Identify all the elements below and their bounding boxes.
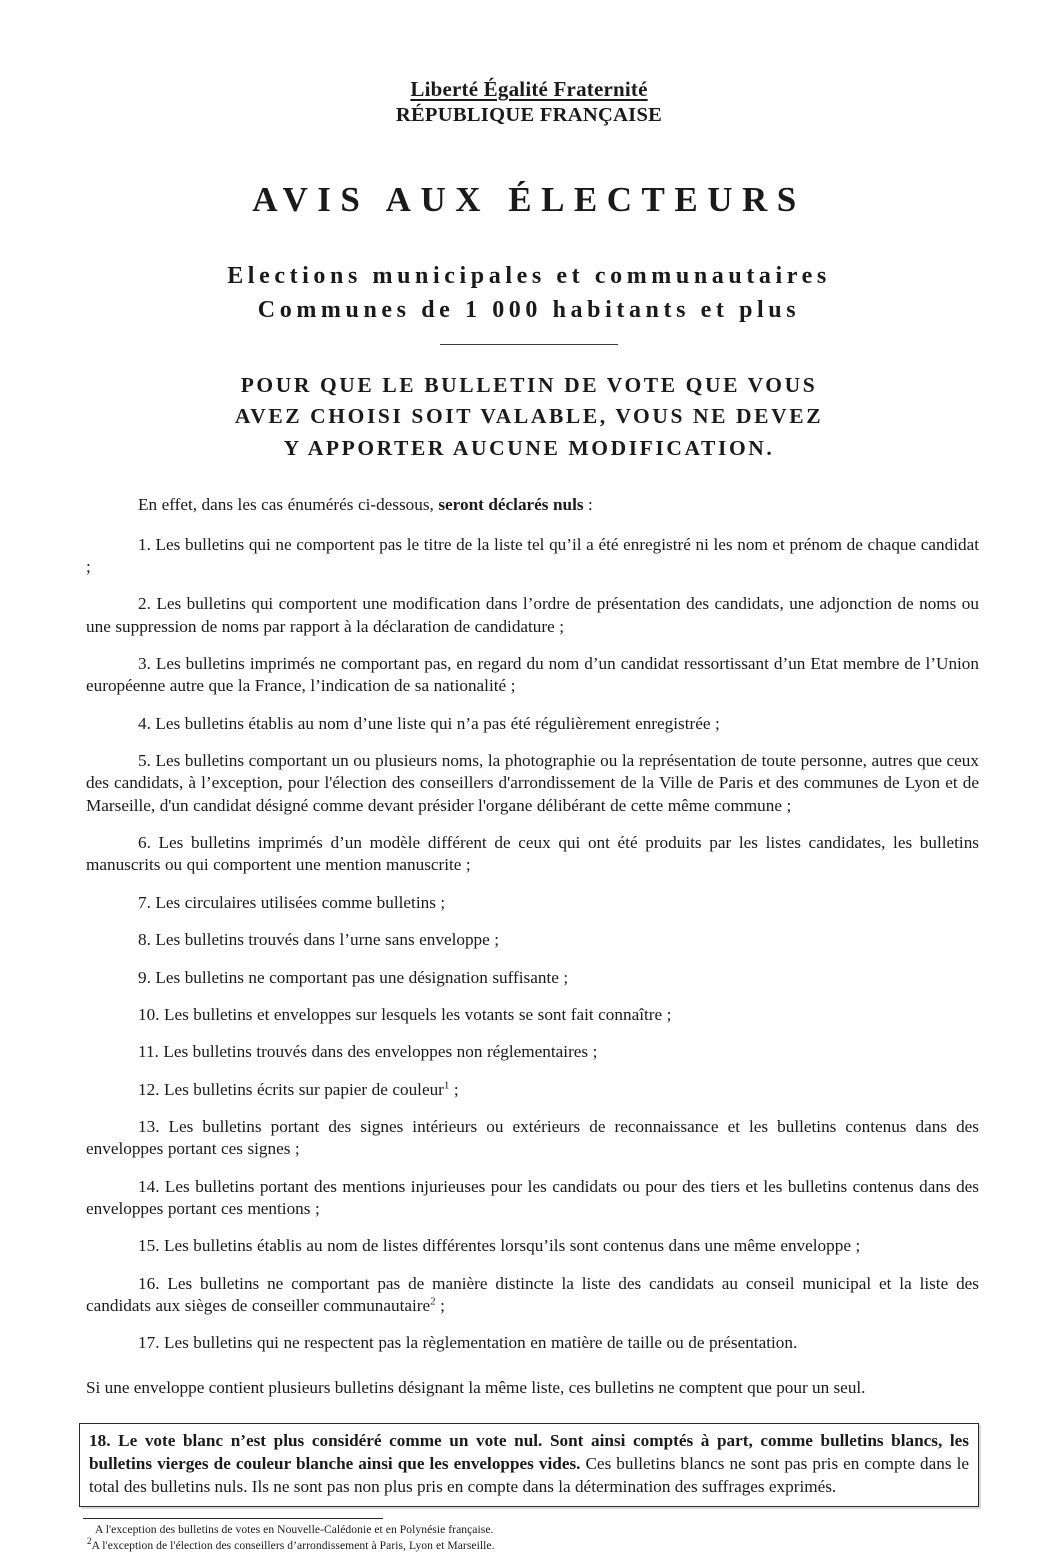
footnote-text: A l'exception des bulletins de votes en Nouvelle-Calédonie et en Polynésie française.: [95, 1522, 494, 1536]
nullity-item: 4. Les bulletins établis au nom d’une liste qui n’a pas été régulièrement enregistrée ;: [138, 713, 720, 733]
footnote-text: A l'exception de l'élection des conseillers d’arrondissement à Paris, Lyon et Marseille.: [91, 1538, 495, 1552]
footnote-ref-1: 1: [443, 1078, 450, 1091]
nullity-item: 15. Les bulletins établis au nom de listes différentes lorsqu’ils sont contenus dans une même enveloppe ;: [138, 1236, 861, 1256]
notice-line-3: Y APPORTER AUCUNE MODIFICATION.: [283, 435, 775, 460]
nullity-item: 3. Les bulletins imprimés ne comportant pas, en regard du nom d’un candidat ressortissant d’un Etat membre de l’Union européenne autre que la France, l’indication de sa nationalité ;: [86, 653, 979, 696]
nullity-item: 8. Les bulletins trouvés dans l’urne sans enveloppe ;: [138, 930, 500, 950]
document-header: [0, 0, 1058, 127]
nullity-item: 5. Les bulletins comportant un ou plusieurs noms, la photographie ou la représentation de toute personne, autres que ceux des candidats, à l’exception, pour l'élection des conseillers d'arrondissement de la Ville de Paris et des communes de Lyon et de Marseille, d'un candidat désigné comme devant présider l'organe délibérant de cette même commune ;: [86, 751, 979, 815]
national-motto: Liberté Égalité Fraternité: [410, 77, 648, 101]
document-body: [79, 494, 979, 1399]
nullity-item: [86, 1079, 979, 1101]
item-12-suffix: ;: [449, 1079, 459, 1099]
lead-text-before: En effet, dans les cas énumérés ci-dessous,: [138, 495, 439, 515]
nullity-item: 9. Les bulletins ne comportant pas une désignation suffisante ;: [138, 967, 569, 987]
nullity-item: 13. Les bulletins portant des signes intérieurs ou extérieurs de reconnaissance et les bulletins contenus dans des enveloppes portant ces signes ;: [86, 1116, 979, 1159]
subtitle-line-2: Communes de 1 000 habitants et plus: [257, 296, 801, 323]
nullity-item: 6. Les bulletins imprimés d’un modèle différent de ceux qui ont été produits par les listes candidates, les bulletins manuscrits ou qui comportent une mention manuscrite ;: [86, 833, 979, 875]
notice-line-2: AVEZ CHOISI SOIT VALABLE, VOUS NE DEVEZ: [234, 404, 824, 429]
notice-line-1: POUR QUE LE BULLETIN DE VOTE QUE VOUS: [240, 373, 818, 398]
nullity-item: 1. Les bulletins qui ne comportent pas le titre de la liste tel qu’il a été enregistré ni les nom et prénom de chaque candidat ;: [86, 534, 979, 576]
nullity-item: 10. Les bulletins et enveloppes sur lesquels les votants se sont fait connaître ;: [138, 1004, 672, 1024]
item-12-text: 12. Les bulletins écrits sur papier de couleur: [138, 1079, 444, 1099]
title-divider: [440, 344, 618, 345]
document-subtitle: [0, 259, 1058, 327]
closing-paragraph: Si une enveloppe contient plusieurs bulletins désignant la même liste, ces bulletins ne comptent que pour un seul.: [86, 1377, 866, 1397]
subtitle-line-1: Elections municipales et communautaires: [227, 262, 831, 289]
footnotes-section: [79, 1518, 979, 1554]
footnote-item: [79, 1535, 979, 1554]
footnote-ref-2: 2: [430, 1295, 436, 1308]
nullity-item: [86, 1273, 979, 1318]
footnote-divider: [83, 1518, 383, 1519]
item-16-text: 16. Les bulletins ne comportant pas de manière distincte la liste des candidats au conseil municipal et la liste des candidats aux sièges de conseiller communautaire: [86, 1273, 979, 1316]
lead-text-after: :: [583, 495, 593, 515]
footnote-marker: 2: [87, 1535, 92, 1546]
lead-paragraph: [86, 494, 979, 516]
item-16-suffix: ;: [435, 1296, 445, 1316]
lead-bold-text: seront déclarés nuls: [438, 495, 584, 515]
nullity-item: 11. Les bulletins trouvés dans des enveloppes non réglementaires ;: [138, 1042, 598, 1062]
blank-vote-bold-text: 18. Le vote blanc n’est plus considéré comme un vote nul. Sont ainsi comptés à part, comme bulletins blancs, les bulletins vierges de couleur blanche ainsi que les enveloppes vides.: [89, 1431, 969, 1474]
nullity-item: 17. Les bulletins qui ne respectent pas la règlementation en matière de taille ou de présentation.: [138, 1333, 798, 1353]
nullity-item: 14. Les bulletins portant des mentions injurieuses pour les candidats ou pour des tiers et les bulletins contenus dans des enveloppes portant ces mentions ;: [86, 1176, 979, 1219]
page-title: AVIS AUX ÉLECTEURS: [252, 180, 806, 220]
footnote-item: [79, 1522, 979, 1538]
blank-vote-normal-text: Ces bulletins blancs ne sont pas pris en compte dans le total des bulletins nuls. Ils ne sont pas non plus pris en compte dans la détermination des suffrages exprimés.: [89, 1454, 969, 1496]
nullity-item: 7. Les circulaires utilisées comme bulletins ;: [138, 892, 446, 912]
blank-vote-box: [79, 1423, 979, 1507]
notice-statement: [0, 370, 1058, 464]
nullity-item: 2. Les bulletins qui comportent une modification dans l’ordre de présentation des candidats, une adjonction de noms ou une suppression de noms par rapport à la déclaration de candidature ;: [86, 594, 979, 636]
republic-name: RÉPUBLIQUE FRANÇAISE: [395, 103, 663, 126]
